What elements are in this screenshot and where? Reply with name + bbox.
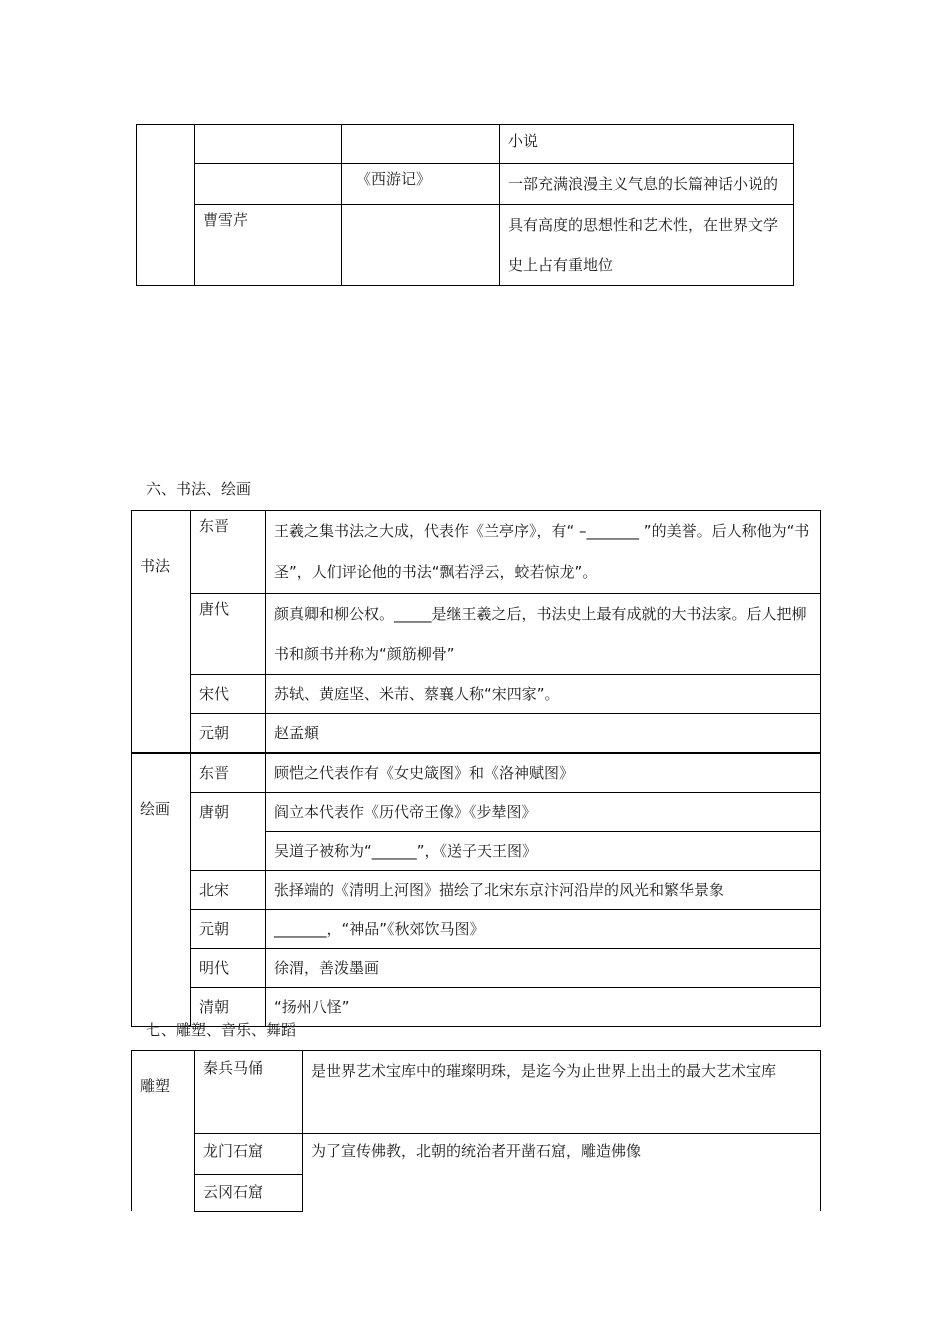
table-row <box>132 1051 821 1134</box>
desc-cell: 阎立本代表作《历代帝王像》《步辇图》 <box>266 793 821 832</box>
era-cell: 东晋 <box>191 511 266 594</box>
lit-category-cell <box>137 125 195 286</box>
lit-work-cell: 《西游记》 <box>342 164 500 205</box>
table-row <box>137 164 794 205</box>
lit-work-cell <box>342 125 500 164</box>
era-cell: 清朝 <box>191 988 266 1027</box>
lit-work-cell <box>342 205 500 286</box>
work-cell: 云冈石窟 <box>195 1174 303 1211</box>
table-row <box>137 125 794 164</box>
table-row <box>132 910 821 949</box>
desc-cell: 是世界艺术宝库中的璀璨明珠，是迄今为止世界上出土的最大艺术宝库 <box>303 1051 821 1134</box>
lit-author-cell: 曹雪芹 <box>195 205 342 286</box>
desc-cell: 颜真卿和柳公权。_____是继王羲之后，书法史上最有成就的大书法家。后人把柳书和颜书并称为“颜筋柳骨” <box>266 594 821 675</box>
sculpture-table <box>131 1050 821 1212</box>
lit-desc-cell: 小说 <box>500 125 794 164</box>
table-row <box>137 205 794 286</box>
era-cell: 元朝 <box>191 910 266 949</box>
sculpture-label: 雕塑 <box>132 1051 195 1212</box>
section-heading-calligraphy-painting: 六、书法、绘画 <box>146 480 252 498</box>
era-cell: 唐代 <box>191 594 266 675</box>
literature-table <box>136 124 794 286</box>
lit-desc-cell: 具有高度的思想性和艺术性，在世界文学史上占有重地位 <box>500 205 794 286</box>
calligraphy-painting-table <box>131 510 821 1027</box>
era-cell: 北宋 <box>191 871 266 910</box>
desc-cell: 吴道子被称为“______”，《送子天王图》 <box>266 832 821 871</box>
era-cell: 宋代 <box>191 675 266 714</box>
era-cell: 东晋 <box>191 753 266 793</box>
section-heading-sculpture-music-dance: 七、雕塑、音乐、舞蹈 <box>146 1021 297 1039</box>
desc-cell: 为了宣传佛教，北朝的统治者开凿石窟，雕造佛像 <box>303 1134 821 1212</box>
table-row <box>132 949 821 988</box>
era-cell: 元朝 <box>191 714 266 754</box>
table-row <box>132 594 821 675</box>
work-cell: 龙门石窟 <box>195 1134 303 1175</box>
work-cell: 秦兵马俑 <box>195 1051 303 1134</box>
table-row <box>132 1134 821 1175</box>
desc-cell: 王羲之集书法之大成，代表作《兰亭序》，有“ –_______ ”的美誉。后人称他为“书圣”，人们评论他的书法“飘若浮云，蛟若惊龙”。 <box>266 511 821 594</box>
lit-desc-cell: 一部充满浪漫主义气息的长篇神话小说的 <box>500 164 794 205</box>
desc-cell: 赵孟頫 <box>266 714 821 754</box>
painting-label: 绘画 <box>132 753 191 1027</box>
lit-author-cell <box>195 164 342 205</box>
table-row <box>132 714 821 754</box>
desc-cell: 徐渭，善泼墨画 <box>266 949 821 988</box>
lit-author-cell <box>195 125 342 164</box>
desc-cell: 顾恺之代表作有《女史箴图》和《洛神赋图》 <box>266 753 821 793</box>
desc-cell: _______，“神品”《秋郊饮马图》 <box>266 910 821 949</box>
table-row <box>132 511 821 594</box>
desc-cell: “扬州八怪” <box>266 988 821 1027</box>
table-row <box>132 753 821 793</box>
era-cell: 明代 <box>191 949 266 988</box>
table-row <box>132 675 821 714</box>
table-row <box>132 871 821 910</box>
calligraphy-label: 书法 <box>132 511 191 754</box>
era-cell: 唐朝 <box>191 793 266 871</box>
desc-cell: 苏轼、黄庭坚、米芾、蔡襄人称“宋四家”。 <box>266 675 821 714</box>
desc-cell: 张择端的《清明上河图》描绘了北宋东京汴河沿岸的风光和繁华景象 <box>266 871 821 910</box>
table-row <box>132 793 821 832</box>
